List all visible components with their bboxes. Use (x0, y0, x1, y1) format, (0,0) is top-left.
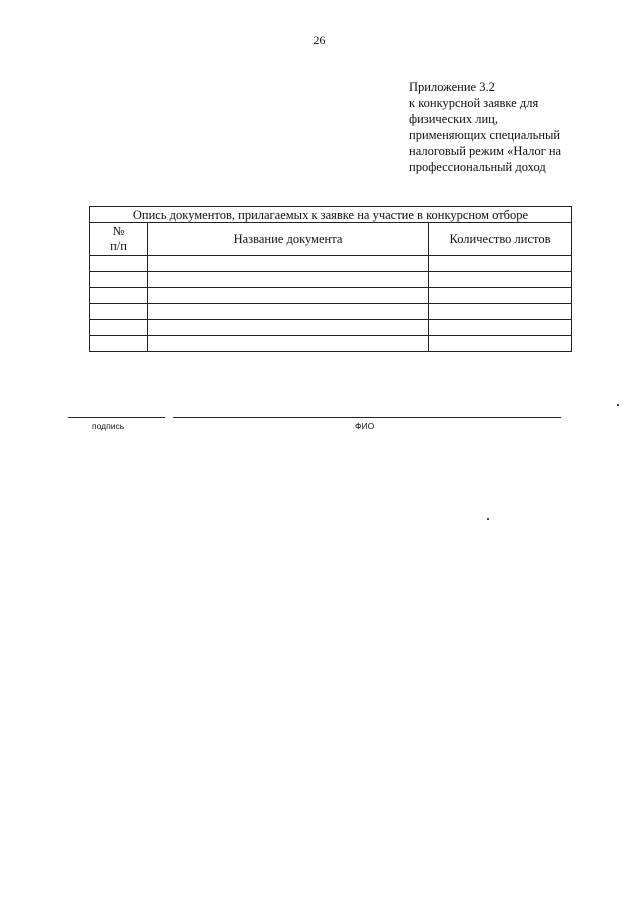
table-cell (429, 304, 572, 320)
table-row (90, 320, 572, 336)
table-title: Опись документов, прилагаемых к заявке на участие в конкурсном отборе (90, 207, 572, 223)
header-number-line1: № (112, 224, 125, 238)
table-cell (148, 320, 429, 336)
table-cell (148, 272, 429, 288)
document-inventory-table (89, 206, 572, 352)
appendix-line: применяющих специальный (409, 128, 561, 142)
table-cell (90, 288, 148, 304)
page-number: 26 (313, 33, 326, 47)
appendix-line: профессиональный доход (409, 160, 546, 174)
table-row (90, 288, 572, 304)
table-cell (429, 288, 572, 304)
table-row (90, 304, 572, 320)
table-cell (90, 256, 148, 272)
signature-label: подпись (92, 421, 125, 431)
table-cell (90, 320, 148, 336)
table-row (90, 336, 572, 352)
scan-speck (617, 404, 619, 406)
table-cell (148, 288, 429, 304)
appendix-line: физических лиц, (409, 112, 498, 126)
table-header-row (90, 223, 572, 256)
header-number-line2: п/п (110, 239, 127, 253)
table-cell (429, 272, 572, 288)
header-document-name: Название документа (148, 223, 429, 256)
header-number (90, 223, 148, 256)
full-name-line (173, 417, 561, 418)
table-cell (429, 336, 572, 352)
appendix-line: к конкурсной заявке для (409, 96, 539, 110)
table-cell (90, 336, 148, 352)
table-cell (429, 256, 572, 272)
table-cell (148, 256, 429, 272)
table-row (90, 272, 572, 288)
table-cell (429, 320, 572, 336)
full-name-label: ФИО (355, 421, 375, 431)
table-cell (148, 336, 429, 352)
header-sheet-count: Количество листов (429, 223, 572, 256)
appendix-line: Приложение 3.2 (409, 80, 495, 94)
table-cell (148, 304, 429, 320)
scan-speck (487, 518, 489, 520)
appendix-block (409, 79, 634, 175)
table-cell (90, 272, 148, 288)
table-cell (90, 304, 148, 320)
appendix-line: налоговый режим «Налог на (409, 144, 562, 158)
table-title-row (90, 207, 572, 223)
signature-line (68, 417, 165, 418)
table-row (90, 256, 572, 272)
